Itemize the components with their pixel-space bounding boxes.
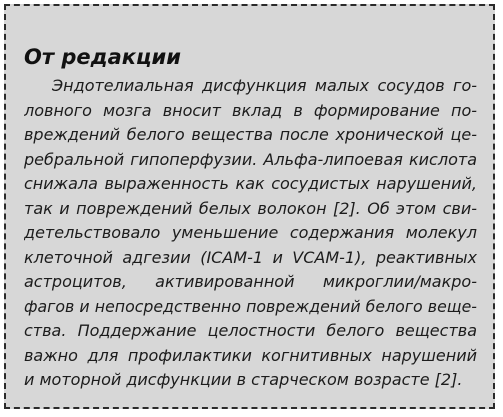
body-line-6: так и повреждений белых волокон [2]. Об этом сви- xyxy=(24,198,477,218)
body-line-5: снижала выраженность как сосудистых нарушений, xyxy=(24,174,477,193)
body-line-4: ребральной гипоперфузии. Альфа-липоевая кислота xyxy=(24,149,477,169)
editorial-body xyxy=(24,74,477,393)
body-line-10: фагов и непосредственно повреждений белого веще- xyxy=(24,296,477,316)
body-line-13: и моторной дисфункции в старческом возрасте [2]. xyxy=(24,370,463,389)
body-line-2: ловного мозга вносит вклад в формирование по- xyxy=(24,100,477,120)
body-line-9: астроцитов, активированной микроглии/макро- xyxy=(24,272,477,291)
body-line-8: клеточной адгезии (ICAM-1 и VCAM-1), реактивных xyxy=(24,247,477,267)
editorial-note-box xyxy=(4,4,495,409)
body-line-12: важно для профилактики когнитивных нарушений xyxy=(24,345,477,365)
editorial-title: От редакции xyxy=(24,45,181,69)
body-line-11: ства. Поддержание целостности белого вещества xyxy=(24,321,477,340)
body-line-1: Эндотелиальная дисфункция малых сосудов го- xyxy=(52,76,477,95)
body-line-7: детельствовало уменьшение содержания молекул xyxy=(24,223,477,242)
body-line-3: вреждений белого вещества после хронической це- xyxy=(24,125,477,144)
